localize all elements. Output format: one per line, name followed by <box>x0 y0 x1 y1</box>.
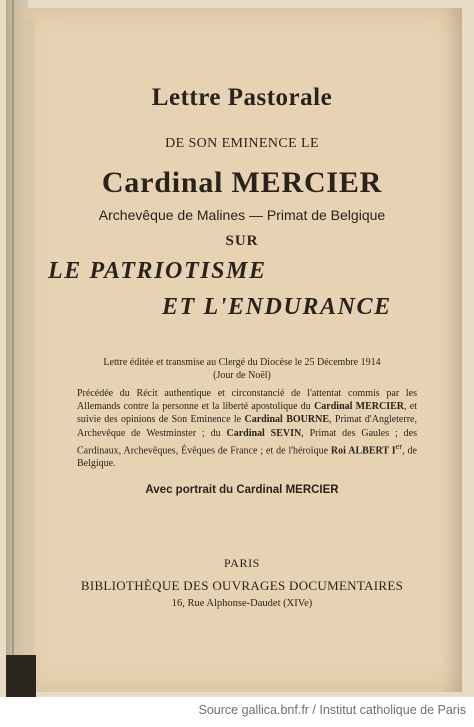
doc-subject-line2: ET L'ENDURANCE <box>162 294 392 320</box>
para-seg6: Cardinal SEVIN <box>226 427 302 439</box>
portrait-line: Avec portrait du Cardinal MERCIER <box>145 484 339 496</box>
edit-line1: Lettre éditée et transmise au Clergé du Diocèse le 25 Décembre 1914 <box>103 357 381 368</box>
para-seg1: Précédée du Récit authentique et circonstancié de l'attentat commis par les Allemands contre la personne et la liberté apostolique du <box>77 388 417 413</box>
publisher-city: PARIS <box>224 556 260 570</box>
para-seg5: , Primat d'Angleterre, Archevêque de Westminster ; du <box>77 414 417 439</box>
publisher-address: 16, Rue Alphonse-Daudet (XIVe) <box>171 598 313 609</box>
para-seg3: , et suivie des opinions de Son Eminence le <box>77 401 417 426</box>
doc-sur: SUR <box>225 233 259 249</box>
para-seg8-sup: er <box>395 441 403 451</box>
para-seg4: Cardinal BOURNE <box>244 414 329 426</box>
edit-line2: (Jour de Noël) <box>213 370 271 381</box>
description-paragraph <box>77 387 417 471</box>
dark-corner <box>6 655 36 697</box>
doc-author-titles: Archevêque de Malines — Primat de Belgique <box>98 207 386 223</box>
doc-title: Lettre Pastorale <box>151 84 333 111</box>
para-seg2: Cardinal MERCIER <box>314 401 404 413</box>
para-seg7: , Primat des Gaules ; des Cardinaux, Archevêques, Évêques de France ; et de l'héroïque <box>77 427 417 457</box>
para-seg9: , de Belgique. <box>77 445 417 470</box>
source-credit: Source gallica.bnf.fr / Institut catholique de Paris <box>198 703 466 717</box>
para-seg8: Roi ALBERT I <box>330 445 396 457</box>
publisher-name: BIBLIOTHÈQUE DES OUVRAGES DOCUMENTAIRES <box>80 578 404 593</box>
doc-line2: DE SON EMINENCE LE <box>165 136 319 151</box>
doc-subject-line1: LE PATRIOTISME <box>48 258 267 284</box>
doc-author: Cardinal MERCIER <box>101 166 383 199</box>
